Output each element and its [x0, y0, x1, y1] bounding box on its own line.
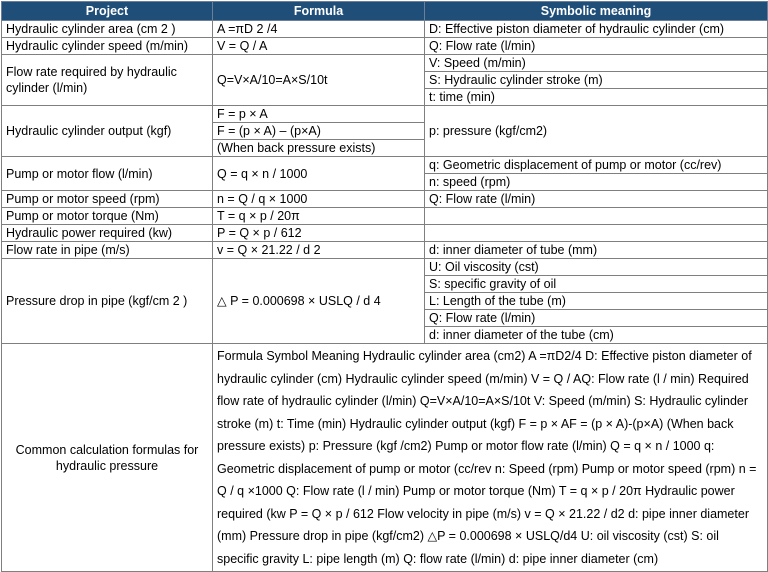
project-cell: Hydraulic cylinder area (cm 2 ): [2, 21, 213, 38]
table-row: [2, 242, 768, 259]
formula-cell: n = Q / q × 1000: [213, 191, 425, 208]
table-row: [2, 106, 768, 123]
meaning-cell: S: specific gravity of oil: [425, 276, 768, 293]
formula-table: [1, 1, 768, 572]
formula-cell: P = Q × p / 612: [213, 225, 425, 242]
table-row: [2, 344, 768, 572]
meaning-cell: V: Speed (m/min): [425, 55, 768, 72]
project-cell: Hydraulic cylinder speed (m/min): [2, 38, 213, 55]
meaning-cell: [425, 225, 768, 242]
project-cell: Flow rate in pipe (m/s): [2, 242, 213, 259]
meaning-cell: Q: Flow rate (l/min): [425, 310, 768, 327]
project-cell: Common calculation formulas for hydraulic pressure: [2, 344, 213, 572]
formula-cell: v = Q × 21.22 / d 2: [213, 242, 425, 259]
meaning-cell: D: Effective piston diameter of hydraulic cylinder (cm): [425, 21, 768, 38]
table-row: [2, 259, 768, 276]
formula-cell: V = Q / A: [213, 38, 425, 55]
meaning-cell: t: time (min): [425, 89, 768, 106]
project-cell: Pump or motor flow (l/min): [2, 157, 213, 191]
formula-cell: T = q × p / 20π: [213, 208, 425, 225]
header-row: [2, 2, 768, 21]
header-project: Project: [2, 2, 213, 21]
header-meaning: Symbolic meaning: [425, 2, 768, 21]
meaning-cell: Q: Flow rate (l/min): [425, 38, 768, 55]
formula-cell: Q=V×A/10=A×S/10t: [213, 55, 425, 106]
project-cell: Pressure drop in pipe (kgf/cm 2 ): [2, 259, 213, 344]
meaning-cell: n: speed (rpm): [425, 174, 768, 191]
formula-cell: △ P = 0.000698 × USLQ / d 4: [213, 259, 425, 344]
table-row: [2, 208, 768, 225]
table-row: [2, 55, 768, 72]
table-row: [2, 21, 768, 38]
meaning-cell: [425, 208, 768, 225]
meaning-cell: L: Length of the tube (m): [425, 293, 768, 310]
meaning-cell: d: inner diameter of the tube (cm): [425, 327, 768, 344]
formula-cell: A =πD 2 /4: [213, 21, 425, 38]
summary-paragraph: Formula Symbol Meaning Hydraulic cylinder area (cm2) A =πD2/4 D: Effective piston diameter of hydraulic cylinder (cm) Hydraulic cylinder speed (m/min) V = Q / AQ: Flow rate (l / min) Required flow rate of hydraulic cylinder (l/min) Q=V×A/10=A×S/10t V: Speed (m/min) S: Hydraulic cylinder stroke (m) t: Time (min) Hydraulic cylinder output (kgf) F = p × AF = (p × A)-(p×A) (When back pressure exists) p: Pressure (kgf /cm2) Pump or motor flow rate (l/min) Q = q × n / 1000 q: Geometric displacement of pump or motor (cc/rev n: Speed (rpm) Pump or motor speed (rpm) n = Q / q ×1000 Q: Flow rate (l / min) Pump or motor torque (Nm) T = q × p / 20π Hydraulic power required (kw P = Q × p / 612 Flow velocity in pipe (m/s) v = Q × 21.22 / d2 d: pipe inner diameter (mm) Pressure drop in pipe (kgf/cm2) △P = 0.000698 × USLQ/d4 U: oil viscosity (cst) S: oil specific gravity L: pipe length (m) Q: flow rate (l/min) d: pipe inner diameter (cm): [213, 344, 768, 572]
meaning-cell: d: inner diameter of tube (mm): [425, 242, 768, 259]
meaning-cell: U: Oil viscosity (cst): [425, 259, 768, 276]
meaning-cell: Q: Flow rate (l/min): [425, 191, 768, 208]
header-formula: Formula: [213, 2, 425, 21]
project-cell: Hydraulic power required (kw): [2, 225, 213, 242]
project-cell: Flow rate required by hydraulic cylinder (l/min): [2, 55, 213, 106]
formula-cell: F = p × A: [213, 106, 425, 123]
table-row: [2, 225, 768, 242]
meaning-cell: q: Geometric displacement of pump or motor (cc/rev): [425, 157, 768, 174]
table-row: [2, 38, 768, 55]
project-cell: Hydraulic cylinder output (kgf): [2, 106, 213, 157]
table-row: [2, 191, 768, 208]
formula-cell: (When back pressure exists): [213, 140, 425, 157]
project-cell: Pump or motor speed (rpm): [2, 191, 213, 208]
meaning-cell: S: Hydraulic cylinder stroke (m): [425, 72, 768, 89]
formula-cell: F = (p × A) – (p×A): [213, 123, 425, 140]
formula-cell: Q = q × n / 1000: [213, 157, 425, 191]
meaning-cell: p: pressure (kgf/cm2): [425, 106, 768, 157]
table-row: [2, 157, 768, 174]
project-cell: Pump or motor torque (Nm): [2, 208, 213, 225]
